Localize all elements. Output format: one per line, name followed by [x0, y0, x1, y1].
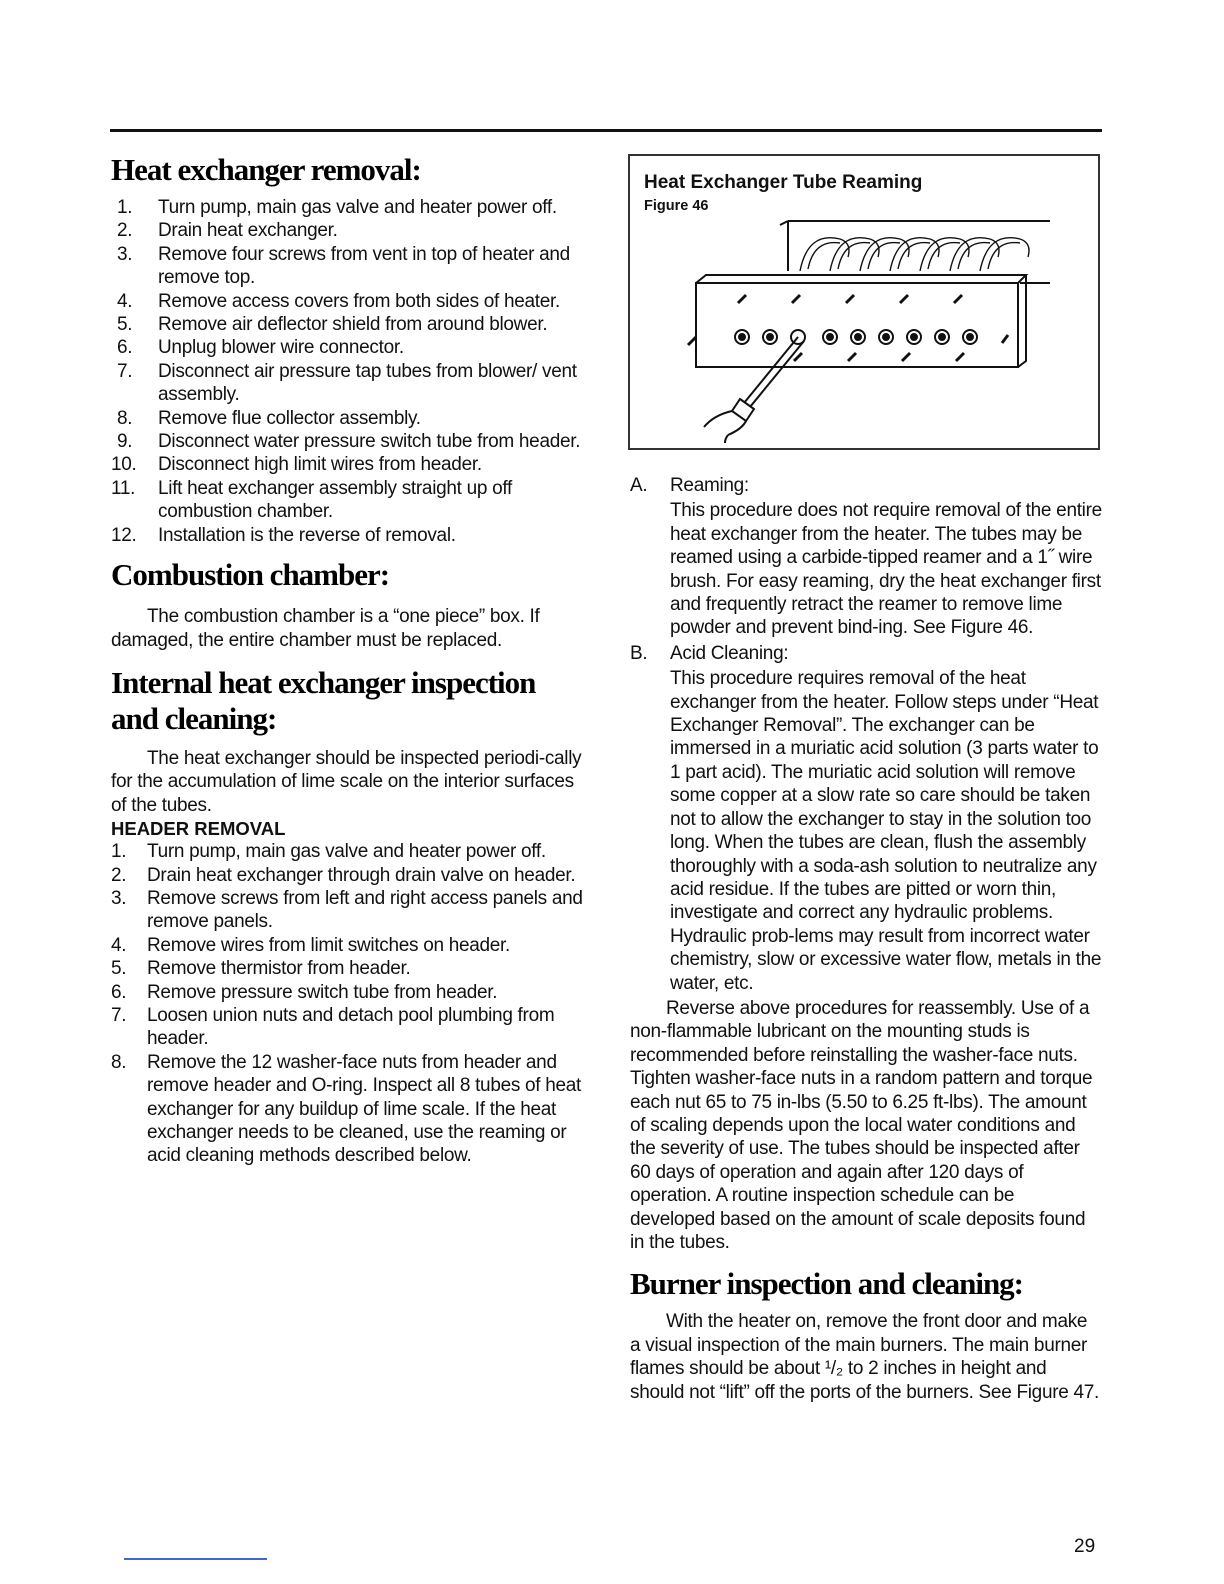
list-item: 12. Installation is the reverse of removal. [111, 524, 456, 546]
list-item: 4. Remove access covers from both sides of heater. [117, 290, 560, 312]
list-item: 3. Remove four screws from vent in top of heater and remove top. [117, 243, 570, 289]
top-rule [110, 129, 1102, 132]
inspection-heading: Internal heat exchanger inspection and cleaning: [111, 664, 536, 736]
list-item: 2. Drain heat exchanger. [117, 220, 338, 242]
cleaning-methods [630, 474, 1102, 1254]
list-item: 9. Disconnect water pressure switch tube from header. [117, 431, 581, 453]
combustion-text: The combustion chamber is a “one piece” box. If damaged, the entire chamber must be replaced. [111, 606, 540, 651]
right-column [630, 152, 1102, 1404]
list-item: 4. Remove wires from limit switches on header. [111, 934, 511, 956]
list-item: 6. Remove pressure switch tube from header. [111, 981, 498, 1003]
figure-number: Figure 46 [644, 198, 709, 214]
removal-steps-list [111, 196, 586, 547]
list-item: 10. Disconnect high limit wires from header. [111, 454, 482, 476]
list-item: 11. Lift heat exchanger assembly straight up off combustion chamber. [111, 477, 512, 523]
list-item: 8. Remove the 12 washer-face nuts from header and remove header and O-ring. Inspect all 8 tubes of heat exchanger for any buildup of lime scale. If the heat exchanger needs to be cleaned, use the reaming or acid cleaning methods described below. [111, 1051, 582, 1167]
inspection-text: The heat exchanger should be inspected periodi-cally for the accumulation of lime scale on the interior surfaces of the tubes. [111, 747, 582, 816]
left-column [111, 152, 586, 1168]
burner-heading: Burner inspection and cleaning: [630, 1266, 1024, 1302]
burner-text: With the heater on, remove the front door and make a visual inspection of the main burners. The main burner flames should be about ¹/₂ to 2 inches in height and should not “lift” off the ports of the burners. See Figure 47. [630, 1311, 1099, 1403]
list-item: 5. Remove thermistor from header. [111, 958, 411, 980]
method-title: Acid Cleaning: [670, 642, 789, 664]
figure-46 [628, 154, 1100, 450]
header-removal-label: HEADER REMOVAL [111, 818, 286, 840]
list-item: 3. Remove screws from left and right access panels and remove panels. [111, 887, 583, 933]
list-item: 8. Remove flue collector assembly. [117, 407, 421, 429]
list-item: 1. Turn pump, main gas valve and heater power off. [111, 841, 546, 863]
method-acid-cleaning: B. Acid Cleaning: This procedure requires removal of the heat exchanger from the heater. Follow steps under “Heat Exchanger Removal”. The exchanger can be immersed in a muriatic acid solution (3 parts water to 1 part acid). The muriatic acid solution will remove some copper at a slow rate so care should be taken not to allow the exchanger to stay in the solution too long. When the tubes are clean, flush the assembly thoroughly with a soda-ash solution to neutralize any acid residue. If the tubes are pitted or worn thin, investigate and correct any hydraulic problems. Hydraulic prob-lems may result from incorrect water chemistry, slow or excessive water flow, metals in the water, etc. [630, 642, 1102, 994]
reassembly-text: Reverse above procedures for reassembly. Use of a non-flammable lubricant on the mounting studs is recommended before reinstalling the washer-face nuts. Tighten washer-face nuts in a random pattern and torque each nut 65 to 75 in-lbs (5.50 to 6.25 ft-lbs). The amount of scaling depends upon the local water conditions and the severity of use. The tubes should be inspected after 60 days of operation and again after 120 days of operation. A routine inspection schedule can be developed based on the amount of scale deposits found in the tubes. [630, 997, 1093, 1253]
method-title: Reaming: [670, 475, 749, 496]
page-number: 29 [1074, 1536, 1096, 1557]
list-item: 6. Unplug blower wire connector. [117, 337, 404, 359]
list-item: 2. Drain heat exchanger through drain valve on header. [111, 864, 576, 886]
method-text: This procedure does not require removal of the entire heat exchanger from the heater. The tubes may be reamed using a carbide-tipped reamer and a 1˝ wire brush. For easy reaming, dry the heat exchanger first and frequently retract the reamer to remove lime powder and prevent bind-ing. See Figure 46. [670, 500, 1102, 639]
method-reaming: A. Reaming: This procedure does not require removal of the entire heat exchanger from the heater. The tubes may be reamed using a carbide-tipped reamer and a 1˝ wire brush. For easy reaming, dry the heat exchanger first and frequently retract the reamer to remove lime powder and prevent bind-ing. See Figure 46. [630, 475, 1102, 639]
list-item: 1. Turn pump, main gas valve and heater power off. [117, 197, 557, 218]
figure-title: Heat Exchanger Tube Reaming [644, 172, 923, 193]
combustion-heading: Combustion chamber: [111, 557, 390, 593]
list-item: 5. Remove air deflector shield from around blower. [117, 314, 548, 336]
list-item: 7. Loosen union nuts and detach pool plumbing from header. [111, 1004, 555, 1050]
heat-exchanger-reaming-illustration [680, 211, 1050, 443]
list-item: 7. Disconnect air pressure tap tubes from blower/ vent assembly. [117, 360, 577, 406]
removal-heading: Heat exchanger removal: [111, 152, 421, 187]
method-text: This procedure requires removal of the heat exchanger from the heater. Follow steps under “Heat Exchanger Removal”. The exchanger can be immersed in a muriatic acid solution (3 parts water to 1 part acid). The muriatic acid solution will remove some copper at a slow rate so care should be taken not to allow the exchanger to stay in the solution too long. When the tubes are clean, flush the assembly thoroughly with a soda-ash solution to neutralize any acid residue. If the tubes are pitted or worn thin, investigate and correct any hydraulic problems. Hydraulic prob-lems may result from incorrect water chemistry, slow or excessive water flow, metals in the water, etc. [670, 668, 1102, 994]
footer-line [124, 1558, 267, 1560]
header-steps-list [111, 840, 586, 1168]
